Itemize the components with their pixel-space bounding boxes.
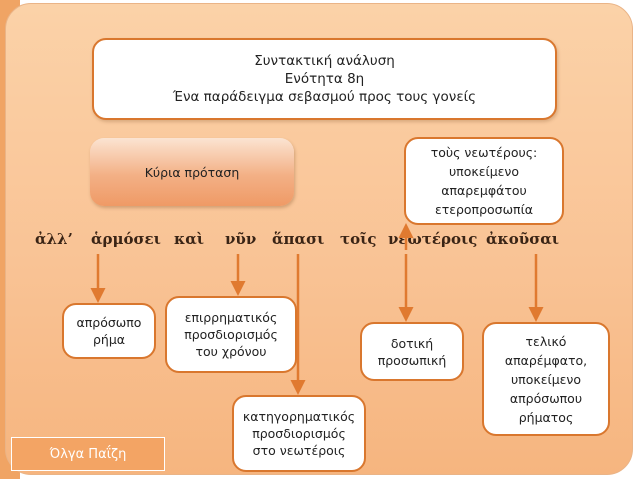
word-harmosei: ἁρμόσει bbox=[91, 230, 161, 248]
final-line-5: ρήματος bbox=[518, 409, 574, 425]
title-line-3: Ένα παράδειγμα σεβασμού προς τους γονείς bbox=[172, 89, 477, 105]
impersonal-verb-box bbox=[62, 303, 156, 359]
temporal-line-1: επιρρηματικός bbox=[184, 310, 278, 325]
impersonal-line-1: απρόσωπο bbox=[76, 315, 142, 330]
final-line-3: υποκείμενο bbox=[510, 371, 582, 387]
infinitive-subject-line-1: τοὺς νεωτέρους: bbox=[430, 145, 538, 160]
word-neoterois: νεωτέροις bbox=[388, 230, 478, 248]
word-akousai: ἀκοῦσαι bbox=[486, 230, 560, 248]
final-line-2: απαρέμφατο, bbox=[504, 352, 588, 368]
word-tois: τοῖς bbox=[340, 230, 377, 248]
word-hapasi: ἅπασι bbox=[272, 230, 325, 248]
final-line-4: απρόσωπου bbox=[509, 390, 583, 406]
impersonal-line-2: ρήμα bbox=[92, 332, 126, 347]
predicative-box bbox=[232, 395, 366, 472]
final-infinitive-box bbox=[482, 322, 610, 436]
predicative-line-2: προσδιορισμός bbox=[252, 426, 346, 441]
predicative-line-3: στο νεωτέροις bbox=[252, 443, 346, 458]
temporal-line-3: του χρόνου bbox=[195, 344, 267, 359]
title-line-1: Συντακτική ανάλυση bbox=[254, 53, 395, 69]
dative-line-1: δοτική bbox=[390, 335, 434, 351]
dative-box bbox=[360, 322, 464, 381]
author-name: Όλγα Παΐζη bbox=[49, 446, 127, 462]
temporal-adverbial-box bbox=[165, 296, 297, 373]
word-kai: καὶ bbox=[174, 230, 205, 248]
temporal-line-2: προσδιορισμός bbox=[184, 327, 278, 342]
infinitive-subject-line-4: ετεροπροσωπία bbox=[434, 202, 534, 217]
infinitive-subject-line-3: απαρεμφάτου bbox=[441, 183, 527, 198]
main-clause-label: Κύρια πρόταση bbox=[144, 164, 240, 180]
author-box bbox=[11, 437, 165, 471]
final-line-1: τελικό bbox=[525, 333, 567, 349]
dative-line-2: προσωπική bbox=[377, 352, 447, 368]
word-all: ἀλλ’ bbox=[35, 230, 73, 248]
infinitive-subject-line-2: υποκείμενο bbox=[448, 164, 520, 179]
word-nyn: νῦν bbox=[225, 230, 257, 248]
title-line-2: Ενότητα 8η bbox=[284, 71, 365, 87]
predicative-line-1: κατηγορηματικός bbox=[242, 409, 356, 424]
